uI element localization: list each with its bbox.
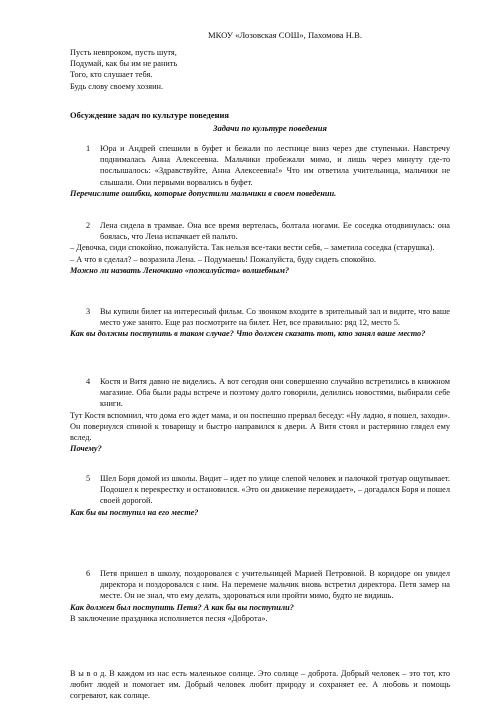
task-text: Петя пришел в школу, поздоровался с учительницей Марией Петровной. В коридоре он увидел директора и поздоровался с ним. На перемене мальчик вновь встретил директора. Петя замер на месте. Он не знал, что ему делать, здороваться или пройти мимо, будто не видишь.	[100, 569, 450, 601]
conclusion-paragraph: В ы в о д. В каждом из нас есть маленькое солнце. Это солнце – доброта. Добрый человек – это тот, кто любит людей и помогает им. Добрый человек любит природу и сохраняет ее. А любовь и помощь согревают, как солнце.	[70, 669, 450, 701]
task-question: Почему?	[70, 444, 102, 454]
poem-line: Того, кто слушает тебя.	[70, 70, 153, 80]
poem-block	[70, 47, 177, 92]
poem-line: Подумай, как бы им не ранить	[70, 59, 178, 69]
task-number: 4	[86, 377, 91, 386]
task-3	[70, 306, 450, 340]
task-text: Юра и Андрей спешили в буфет и бежали по лестнице вниз через две ступеньки. Навстречу поднималась Анна Алексеевна. Мальчики пробежали мимо, и лишь через минуту где-то послышалось: «Здравствуйте, Анна Алексеевна!» Что им ответила учительница, мальчики не слышали. Они первыми ворвались в буфет.	[100, 144, 450, 187]
task-1	[70, 143, 450, 199]
task-text: Шел Боря домой из школы. Видит – идет по улице слепой человек и палочкой тротуар ощупывает. Подошел к перекрестку и остановился. «Это он движение пережидает», – догадался Боря и пошел своей дорогой.	[100, 474, 450, 506]
task-question: Как должен был поступить Петя? А как бы вы поступили?	[70, 602, 294, 612]
task-text: Лена сидела в трамвае. Она все время вертелась, болтала ногами. Ее соседка отодвинулась: она боялась, что Лена испачкает ей пальто.	[100, 221, 450, 242]
task-number: 6	[86, 569, 91, 578]
task-question: Перечислите ошибки, которые допустили мальчики в своем поведении.	[70, 188, 337, 198]
task-question: Можно ли назвать Леночкино «пожалуйста» волшебным?	[70, 265, 290, 275]
task-6	[70, 568, 450, 624]
poem-line: Пусть невпроком, пусть шутя,	[70, 48, 177, 57]
section-subtitle: Задачи по культуре поведения	[213, 123, 327, 133]
task-5	[70, 473, 450, 518]
task-question: Как вы должны поступить в таком случае? Что должен сказать тот, кто занял ваше место?	[70, 329, 426, 339]
task-text: Вы купили билет на интересный фильм. Со звонком входите в зрительный зал и видите, что ваше место уже занято. Еще раз посмотрите на билет. Нет, все правильно: ряд 12, место 5.	[100, 307, 450, 328]
task-extra-paragraph: Тут Костя вспомнил, что дома его ждет мама, и он поспешно прервал беседу: «Ну ладно, я пошел, заходи». Он повернулся спиной к товарищу и быстро направился к двери. А Витя стоял и растерянно глядел ему вслед.	[70, 410, 450, 443]
poem-line: Будь слову своему хозяин.	[70, 81, 164, 91]
section-title: Обсуждение задач по культуре поведения	[70, 110, 230, 120]
task-question: Как бы вы поступил на его месте?	[70, 507, 199, 517]
task-2	[70, 220, 450, 276]
page-header: МКОУ «Лозовская СОШ», Пахомова Н.В.	[208, 30, 362, 40]
task-number: 2	[86, 221, 91, 230]
task-number: 1	[86, 144, 91, 153]
task-number: 5	[86, 474, 91, 483]
closing-song-note: В заключение праздника исполняется песня «Доброта».	[70, 613, 268, 623]
task-text: Костя и Витя давно не виделись. А вот сегодня они совершенно случайно встретились в книжном магазине. Оба были рады встрече и поэтому долго говорили, делились новостями, выбирали себе книги.	[100, 377, 450, 409]
task-4	[70, 376, 450, 454]
task-dialogue-line: – А что я сделал? – возразила Лена. – Подумаешь! Пожалуйста, буду сидеть спокойно.	[70, 254, 376, 264]
task-number: 3	[86, 307, 91, 316]
task-dialogue-line: – Девочка, сиди спокойно, пожалуйста. Так нельзя все-таки вести себя, – заметила соседка (старушка).	[70, 243, 435, 253]
